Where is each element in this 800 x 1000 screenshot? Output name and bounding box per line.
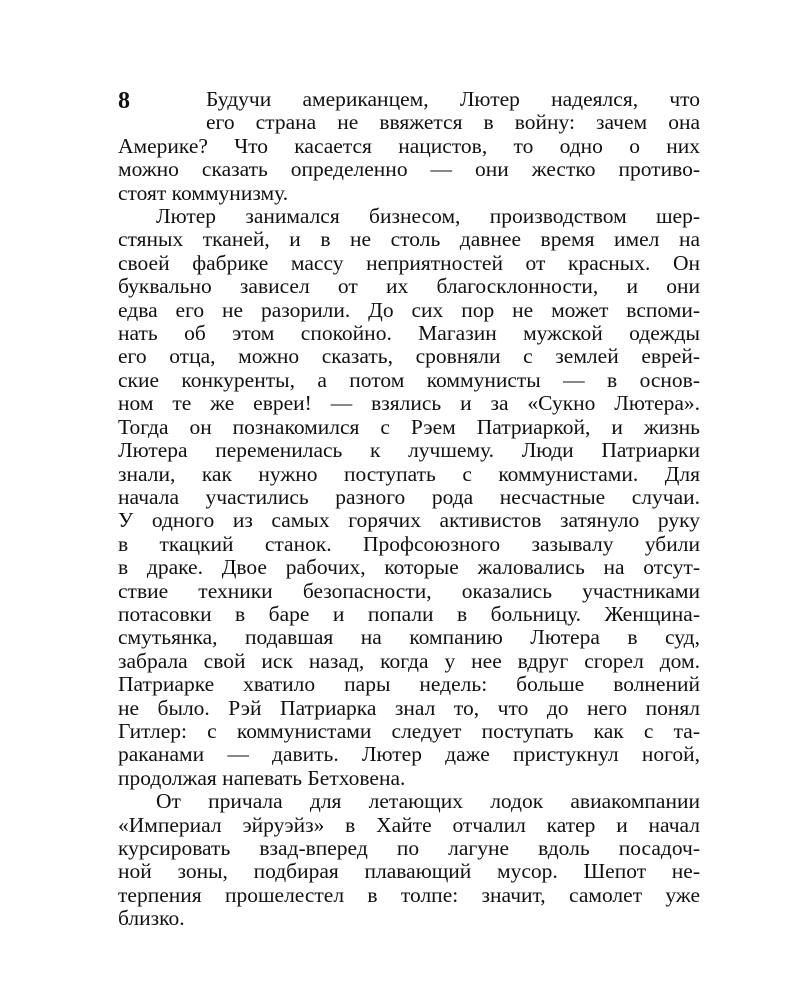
text-line: Америке? Что касается нацистов, то одно о них xyxy=(118,133,700,158)
paragraph-2 xyxy=(118,205,700,790)
page-number: 8 xyxy=(118,88,130,114)
text-line: У одного из самых горячих активистов затянуло руку xyxy=(118,508,700,533)
text-line: ствие техники безопасности, оказались участниками xyxy=(118,578,700,603)
text-line: курсировать взад-вперед по лагуне вдоль посадоч- xyxy=(118,836,700,860)
text-line: Лютер занимался бизнесом, производством шер- xyxy=(156,204,700,229)
text-line: забрала свой иск назад, когда у нее вдруг сгорел дом. xyxy=(118,648,700,673)
text-line: не было. Рэй Патриарка знал то, что до него понял xyxy=(118,695,700,720)
text-line: Тогда он познакомился с Рэем Патриаркой, и жизнь xyxy=(118,414,700,439)
text-line: знали, как нужно поступать с коммунистами. Для xyxy=(118,461,700,486)
text-line: терпения прошелестел в толпе: значит, самолет уже xyxy=(118,882,700,907)
text-line: Будучи американцем, Лютер надеялся, что xyxy=(206,87,700,111)
book-page-text xyxy=(118,88,700,931)
text-line: нать об этом спокойно. Магазин мужской одежды xyxy=(118,321,700,346)
text-line: в ткацкий станок. Профсоюзного зазывалу убили xyxy=(118,531,700,556)
text-line: его страна не ввяжется в войну: зачем она xyxy=(206,110,700,135)
text-line: Патриарке хватило пары недель: больше волнений xyxy=(118,672,700,697)
text-line: раканами — давить. Лютер даже пристукнул ногой, xyxy=(118,742,700,767)
text-line: потасовки в баре и попали в больницу. Женщина- xyxy=(118,601,700,626)
text-line: Гитлер: с коммунистами следует поступать как с та- xyxy=(118,718,700,743)
paragraph-1 xyxy=(118,88,700,205)
text-line: смутьянка, подавшая на компанию Лютера в суд, xyxy=(118,625,700,650)
text-line: продолжая напевать Бетховена. xyxy=(118,765,406,790)
text-line: ном те же евреи! — взялись и за «Сукно Лютера». xyxy=(118,391,700,416)
text-line: стяных тканей, и в не столь давнее время имел на xyxy=(118,227,700,252)
text-line: своей фабрике массу неприятностей от красных. Он xyxy=(118,250,700,275)
text-line: можно сказать определенно — они жестко противо- xyxy=(118,157,700,182)
text-line: близко. xyxy=(118,906,185,931)
text-line: От причала для летающих лодок авиакомпании xyxy=(156,789,700,814)
text-line: едва его не разорили. До сих пор не может вспоми- xyxy=(118,297,700,322)
paragraph-3 xyxy=(118,790,700,930)
text-line: ной зоны, подбирая плавающий мусор. Шепот не- xyxy=(118,859,700,884)
text-line: в драке. Двое рабочих, которые жаловались на отсут- xyxy=(118,555,700,580)
text-line: буквально зависел от их благосклонности, и они xyxy=(118,274,700,299)
text-line: его отца, можно сказать, сровняли с землей еврей- xyxy=(118,344,700,369)
text-line: ские конкуренты, а потом коммунисты — в основ- xyxy=(118,367,700,392)
text-line: «Империал эйруэйз» в Хайте отчалил катер и начал xyxy=(118,812,700,837)
text-line: Лютера переменилась к лучшему. Люди Патриарки xyxy=(118,438,700,463)
text-line: стоят коммунизму. xyxy=(118,180,289,205)
text-line: начала участились разного рода несчастные случаи. xyxy=(118,484,700,509)
